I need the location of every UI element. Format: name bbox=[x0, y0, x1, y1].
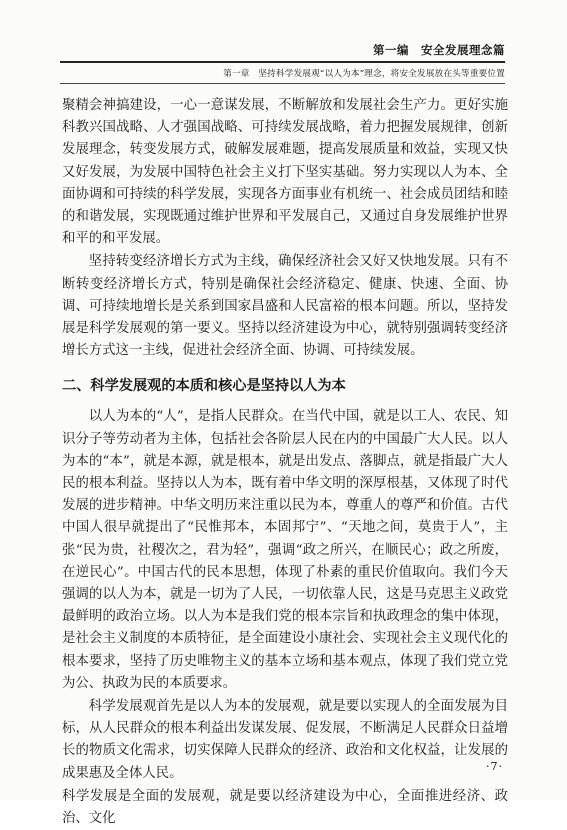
chapter-title-line: 第一章 坚持科学发展观“以人为本”理念，将安全发展放在头等重要位置 bbox=[223, 69, 505, 79]
header-rule-thin bbox=[60, 83, 505, 84]
body-text bbox=[62, 95, 508, 830]
section-heading: 二、科学发展观的本质和核心是坚持以人为本 bbox=[62, 378, 346, 395]
part-title: 第一编 安全发展理念篇 bbox=[373, 43, 505, 57]
paragraph: 坚持转变经济增长方式为主线，确保经济社会又好又快地发展。只有不断转变经济增长方式，特别是确保社会经济稳定、健康、快速、全面、协调、可持续地增长是关系到国家昌盛和人民富裕的根本问题。所以，坚持发展是科学发展观的第一要义。坚持以经济建设为中心，就特别强调转变经济增长方式这一主线，促进社会经济全面、协调、可持续发展。 bbox=[62, 254, 508, 359]
header-rule-thick bbox=[60, 61, 505, 63]
paragraph: 以人为本的“人”，是指人民群众。在当代中国，就是以工人、农民、知识分子等劳动者为主体，包括社会各阶层人民在内的中国最广大人民。以人为本的“本”，就是本源，就是根本，就是出发点、落脚点，就是指最广大人民的根本利益。坚持以人为本，既有着中华文明的深厚根基，又体现了时代发展的进步精神。中华文明历来注重以民为本，尊重人的尊严和价值。古代中国人很早就提出了“民惟邦本，本固邦宁”、“天地之间，莫贵于人”，主张“民为贵，社稷次之，君为轻”，强调“政之所兴，在顺民心；政之所废，在逆民心”。中国古代的民本思想，体现了朴素的重民价值取向。我们今天强调的以人为本，就是一切为了人民，一切依靠人民，这是马克思主义政党最鲜明的政治立场。以人为本是我们党的根本宗旨和执政理念的集中体现，是社会主义制度的本质特征，是全面建设小康社会、实现社会主义现代化的根本要求，坚持了历史唯物主义的基本立场和基本观点，体现了我们党立党为公、执政为民的本质要求。 bbox=[62, 409, 508, 691]
paragraph: 科学发展观首先是以人为本的发展观，就是要以实现人的全面发展为目标，从人民群众的根本利益出发谋发展、促发展，不断满足人民群众日益增长的物质文化需求，切实保障人民群众的经济、政治和文化权益，让发展的成果惠及全体人民。 bbox=[62, 699, 508, 781]
page-number: ·7· bbox=[486, 760, 503, 773]
paragraph: 科学发展是全面的发展观，就是要以经济建设为中心，全面推进经济、政治、文化 bbox=[62, 788, 508, 827]
running-head bbox=[60, 40, 505, 80]
paragraph-continued: 聚精会神搞建设，一心一意谋发展，不断解放和发展社会生产力。更好实施科教兴国战略、人才强国战略、可持续发展战略，着力把握发展规律，创新发展理念，转变发展方式，破解发展难题，提高发展质量和效益，实现又快又好发展，为发展中国特色社会主义打下坚实基础。努力实现以人为本、全面协调和可持续的科学发展，实现各方面事业有机统一、社会成员团结和睦的和谐发展，实现既通过维护世界和平发展自己，又通过自身发展维护世界和平的和平发展。 bbox=[62, 98, 508, 247]
